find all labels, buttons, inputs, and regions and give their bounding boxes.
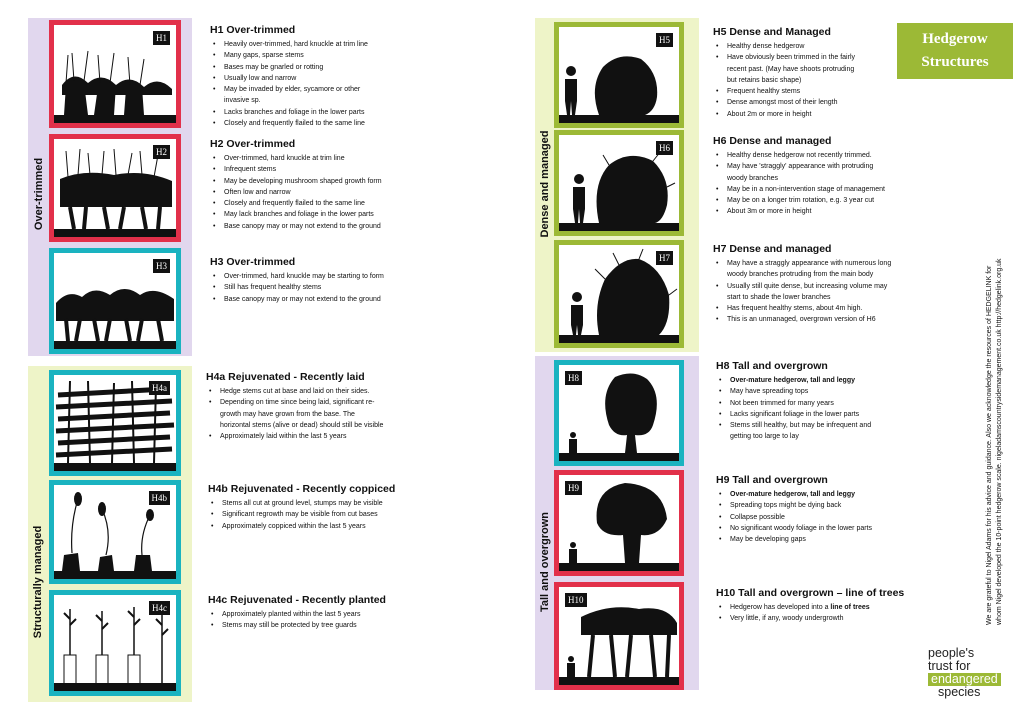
- band-label-structurally-managed: Structurally managed: [32, 525, 44, 639]
- bullet: • Often low and narrow: [210, 187, 420, 198]
- bullet: • Lacks branches and foliage in the lower parts: [210, 107, 410, 118]
- section-title: H3 Over-trimmed: [210, 256, 296, 268]
- bullet-list: [206, 386, 420, 442]
- bullet-bold-text: Over-mature hedgerow, tall and leggy: [730, 377, 855, 384]
- section-title: H6 Dense and managed: [713, 135, 832, 147]
- section-title: H9 Tall and overgrown: [716, 474, 828, 486]
- bullet: • No significant woody foliage in the lower parts: [716, 523, 926, 534]
- frame-h4b: [49, 480, 181, 584]
- section-h3: [210, 256, 420, 305]
- frame-h8: [554, 360, 684, 466]
- bullet: • May have a straggly appearance with numerous long: [713, 258, 923, 269]
- bullet: • Stems may still be protected by tree guards: [208, 620, 422, 631]
- ptes-logo: [928, 647, 1016, 699]
- bullet: • Stems still healthy, but may be infrequent and: [716, 420, 926, 431]
- bullet-list: [716, 375, 926, 443]
- bullet-list: [716, 602, 926, 625]
- bullet: • May be developing mushroom shaped growth form: [210, 176, 420, 187]
- bullet-list: [208, 498, 422, 532]
- logo-line-3: endangered: [928, 673, 1001, 686]
- frame-h1: [49, 20, 181, 128]
- section-h1: [210, 24, 410, 129]
- bullet: • Not been trimmed for many years: [716, 398, 926, 409]
- bullet: • Hedgerow has developed into a line of trees: [716, 602, 926, 613]
- logo-line-1: people's: [928, 646, 975, 660]
- bullet: • Has frequent healthy stems, about 4m high.: [713, 303, 923, 314]
- section-tag: H3: [153, 259, 170, 273]
- bullet: • Usually still quite dense, but increasing volume may: [713, 281, 923, 292]
- bullet: • Over-trimmed, hard knuckle may be starting to form: [210, 271, 420, 282]
- bullet: • Stems all cut at ground level, stumps may be visible: [208, 498, 422, 509]
- section-h8: [716, 360, 926, 443]
- band-label-tall-overgrown: Tall and overgrown: [539, 511, 551, 613]
- section-h5: [713, 26, 893, 120]
- bullet: • Heavily over-trimmed, hard knuckle at trim line: [210, 39, 410, 50]
- acknowledgement-line-2: whom Nigel developed the 10-point hedgerow scale. nigeladamscountrysidemanagement.co.uk http://hedgelink.org.uk: [996, 258, 1003, 625]
- bullet-list: [713, 258, 923, 326]
- section-title: H8 Tall and overgrown: [716, 360, 828, 372]
- bullet-continuation: woody branches: [727, 174, 778, 182]
- section-h4c: [208, 594, 422, 632]
- bullet-continuation: invasive sp.: [224, 97, 261, 105]
- bullet: • Healthy dense hedgerow not recently trimmed.: [713, 150, 923, 161]
- bullet: • Depending on time since being laid, significant re-: [206, 397, 420, 408]
- section-tag: H9: [565, 481, 582, 495]
- bullet: • May have spreading tops: [716, 386, 926, 397]
- bullet: • Dense amongst most of their length: [713, 97, 893, 108]
- frame-h6: [554, 130, 684, 236]
- bullet: • May be on a longer trim rotation, e.g. 3 year cut: [713, 195, 923, 206]
- frame-h7: [554, 240, 684, 348]
- section-tag: H2: [153, 145, 170, 159]
- bullet: • Bases may be gnarled or rotting: [210, 62, 410, 73]
- bullet: • This is an unmanaged, overgrown version of H6: [713, 314, 923, 325]
- title-line-1: Hedgerow: [922, 31, 988, 47]
- title-badge: [897, 23, 1013, 79]
- section-h7: [713, 243, 923, 326]
- bullet: • About 2m or more in height: [713, 109, 893, 120]
- bullet-list: [210, 153, 420, 232]
- bullet-bold-text: Over-mature hedgerow, tall and leggy: [730, 491, 855, 498]
- acknowledgement-text: [985, 165, 1005, 625]
- bullet: • Usually low and narrow: [210, 73, 410, 84]
- bullet: • Healthy dense hedgerow: [713, 41, 893, 52]
- bullet-continuation: start to shade the lower branches: [727, 293, 831, 301]
- bullet: • May be invaded by elder, sycamore or other: [210, 84, 410, 95]
- bullet-continuation: woody branches protruding from the main body: [727, 271, 874, 279]
- section-tag: H1: [153, 31, 170, 45]
- bullet: • Very little, if any, woody undergrowth: [716, 613, 926, 624]
- section-title: H2 Over-trimmed: [210, 138, 296, 150]
- bullet-continuation: recent past. (May have shoots protruding: [727, 65, 855, 73]
- title-line-2: Structures: [921, 54, 989, 70]
- bullet: • Frequent healthy stems: [713, 86, 893, 97]
- bullet-continuation: horizontal stems (alive or dead) should still be visible: [220, 421, 384, 429]
- frame-h4a: [49, 370, 181, 476]
- frame-h10: [554, 582, 684, 690]
- section-title: H7 Dense and managed: [713, 243, 832, 255]
- section-title: H1 Over-trimmed: [210, 24, 296, 36]
- section-tag: H7: [656, 251, 673, 265]
- bullet: [716, 489, 926, 500]
- section-h4a: [206, 371, 420, 442]
- section-title: H4b Rejuvenated - Recently coppiced: [208, 483, 396, 495]
- bullet: • About 3m or more in height: [713, 206, 923, 217]
- bullet: [716, 375, 926, 386]
- bullet: • May have 'straggly' appearance with protruding: [713, 161, 923, 172]
- bullet-list: [716, 489, 926, 545]
- bullet-continuation: growth may have grown from the base. The: [220, 410, 355, 418]
- bullet: • Lacks significant foliage in the lower parts: [716, 409, 926, 420]
- bullet: • Base canopy may or may not extend to the ground: [210, 294, 420, 305]
- bullet: • May be developing gaps: [716, 534, 926, 545]
- frame-h2: [49, 134, 181, 242]
- bullet: • Many gaps, sparse stems: [210, 50, 410, 61]
- band-label-dense-managed: Dense and managed: [539, 130, 551, 238]
- bullet: • Over-trimmed, hard knuckle at trim line: [210, 153, 420, 164]
- section-tag: H6: [656, 141, 673, 155]
- bullet: • Approximately planted within the last 5 years: [208, 609, 422, 620]
- section-title: H5 Dense and Managed: [713, 26, 831, 38]
- bullet: • Still has frequent healthy stems: [210, 282, 420, 293]
- section-h10: [716, 587, 926, 625]
- bullet-continuation: getting too large to lay: [730, 433, 799, 441]
- logo-line-2: trust for: [928, 659, 971, 673]
- bullet: • Spreading tops might be dying back: [716, 500, 926, 511]
- bullet: • May be in a non-intervention stage of management: [713, 184, 923, 195]
- bullet: • May lack branches and foliage in the lower parts: [210, 209, 420, 220]
- section-tag: H4b: [149, 491, 171, 505]
- bullet: • Have obviously been trimmed in the fairly: [713, 52, 893, 63]
- bullet: • Approximately laid within the last 5 years: [206, 431, 420, 442]
- frame-h4c: [49, 590, 181, 696]
- bullet: • Infrequent stems: [210, 164, 420, 175]
- acknowledgement-line-1: We are grateful to Nigel Adams for his advice and guidance. Also we acknowledge the resources of HEDGELINK for: [986, 265, 993, 625]
- band-label-over-trimmed: Over-trimmed: [33, 157, 45, 231]
- bullet: • Approximately coppiced within the last 5 years: [208, 521, 422, 532]
- bullet-list: [210, 39, 410, 129]
- bullet-list: [713, 150, 923, 218]
- bullet: • Significant regrowth may be visible from cut bases: [208, 509, 422, 520]
- bullet-list: [208, 609, 422, 632]
- section-h9: [716, 474, 926, 545]
- bullet: • Closely and frequently flailed to the same line: [210, 198, 420, 209]
- section-tag: H4c: [149, 601, 170, 615]
- bullet-continuation: but retains basic shape): [727, 76, 802, 84]
- section-tag: H4a: [149, 381, 170, 395]
- section-tag: H5: [656, 33, 673, 47]
- section-title: H4c Rejuvenated - Recently planted: [208, 594, 386, 606]
- section-h2: [210, 138, 420, 232]
- bullet: • Hedge stems cut at base and laid on their sides.: [206, 386, 420, 397]
- bullet: • Base canopy may or may not extend to the ground: [210, 221, 420, 232]
- section-h6: [713, 135, 923, 218]
- section-title: H10 Tall and overgrown – line of trees: [716, 587, 905, 599]
- logo-line-4: species: [938, 685, 981, 699]
- bullet-list: [210, 271, 420, 305]
- section-h4b: [208, 483, 422, 532]
- section-tag: H10: [565, 593, 587, 607]
- frame-h3: [49, 248, 181, 354]
- section-tag: H8: [565, 371, 582, 385]
- section-title: H4a Rejuvenated - Recently laid: [206, 371, 365, 383]
- frame-h9: [554, 470, 684, 576]
- bullet-list: [713, 41, 893, 120]
- bullet: • Collapse possible: [716, 512, 926, 523]
- bullet: • Closely and frequently flailed to the same line: [210, 118, 410, 129]
- frame-h5: [554, 22, 684, 128]
- bullet-bold-text: line of trees: [830, 604, 870, 611]
